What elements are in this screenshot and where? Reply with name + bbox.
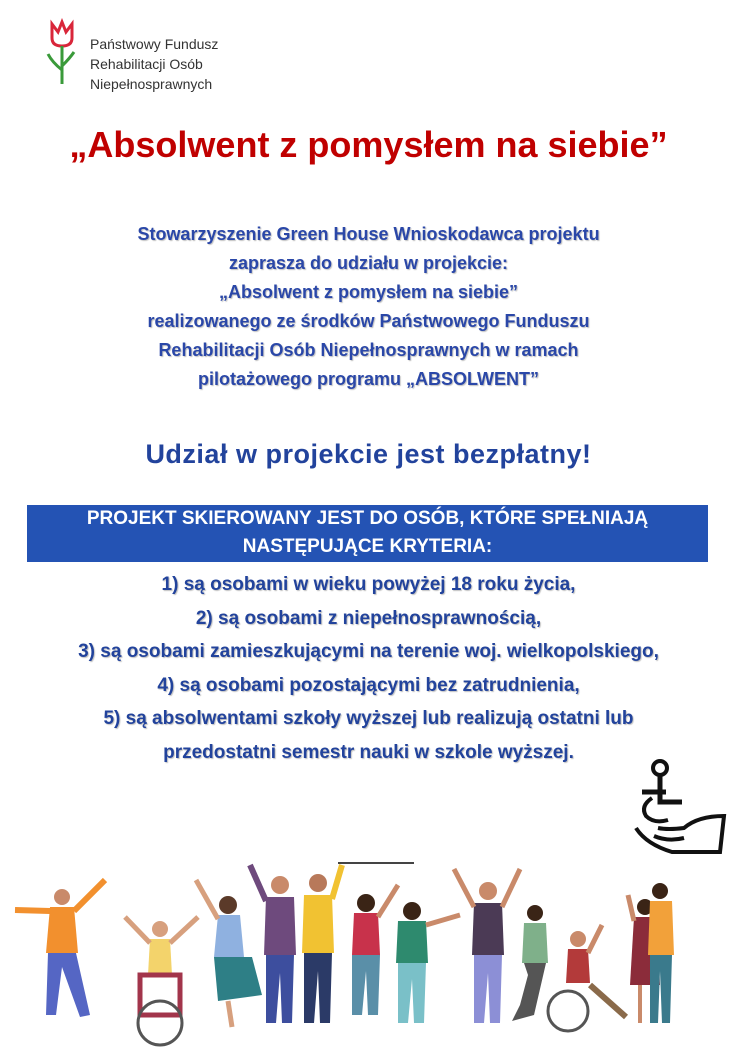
criteria-item: 5) są absolwentami szkoły wyższej lub realizują ostatni lub [103,708,634,729]
logo-line-3: Niepełnosprawnych [90,76,213,92]
banner-line: NASTĘPUJĄCE KRYTERIA: [242,536,493,557]
person-figure [15,880,105,1017]
criteria-item: 4) są osobami pozostającymi bez zatrudnienia, [157,674,580,696]
free-participation-notice: Udział w projekcie jest bezpłatny! [145,439,592,469]
criteria-list [0,568,737,769]
person-figure [396,902,460,1023]
person-figure [648,883,674,1023]
intro-line: realizowanego ze środków Państwowego Funduszu [147,311,590,331]
intro-paragraph [60,220,677,394]
person-figure [548,925,626,1031]
logo-line-1: Państwowy Fundusz [90,36,219,52]
intro-line: Rehabilitacji Osób Niepełnosprawnych w ramach [158,340,579,360]
criteria-item: 3) są osobami zamieszkującymi na terenie woj. wielkopolskiego, [78,641,659,662]
pfron-logo [42,18,218,94]
criteria-banner [27,505,708,562]
page-title: „Absolwent z pomysłem na siebie” [69,124,668,165]
intro-line: „Absolwent z pomysłem na siebie” [218,282,519,302]
banner-line: PROJEKT SKIEROWANY JEST DO OSÓB, KTÓRE SPEŁNIAJĄ [86,508,649,529]
person-figure [250,865,296,1023]
intro-line: zaprasza do udziału w projekcie: [228,253,509,273]
intro-line: Stowarzyszenie Green House Wnioskodawca projektu [137,224,600,244]
criteria-item: przedostatni semestr nauki w szkole wyższej. [163,741,574,763]
pfron-logo-icon [42,18,82,88]
person-figure [125,917,198,1045]
person-figure [512,905,548,1021]
logo-line-2: Rehabilitacji Osób [90,56,203,72]
people-crowd-illustration [0,855,737,1055]
person-figure [196,880,262,1027]
person-figure [454,869,520,1023]
criteria-item: 1) są osobami w wieku powyżej 18 roku życia, [161,574,576,595]
person-figure [352,885,398,1015]
intro-line: pilotażowego programu „ABSOLWENT” [198,369,539,389]
accessibility-hand-icon [628,758,728,858]
criteria-item: 2) są osobami z niepełnosprawnością, [195,607,542,629]
